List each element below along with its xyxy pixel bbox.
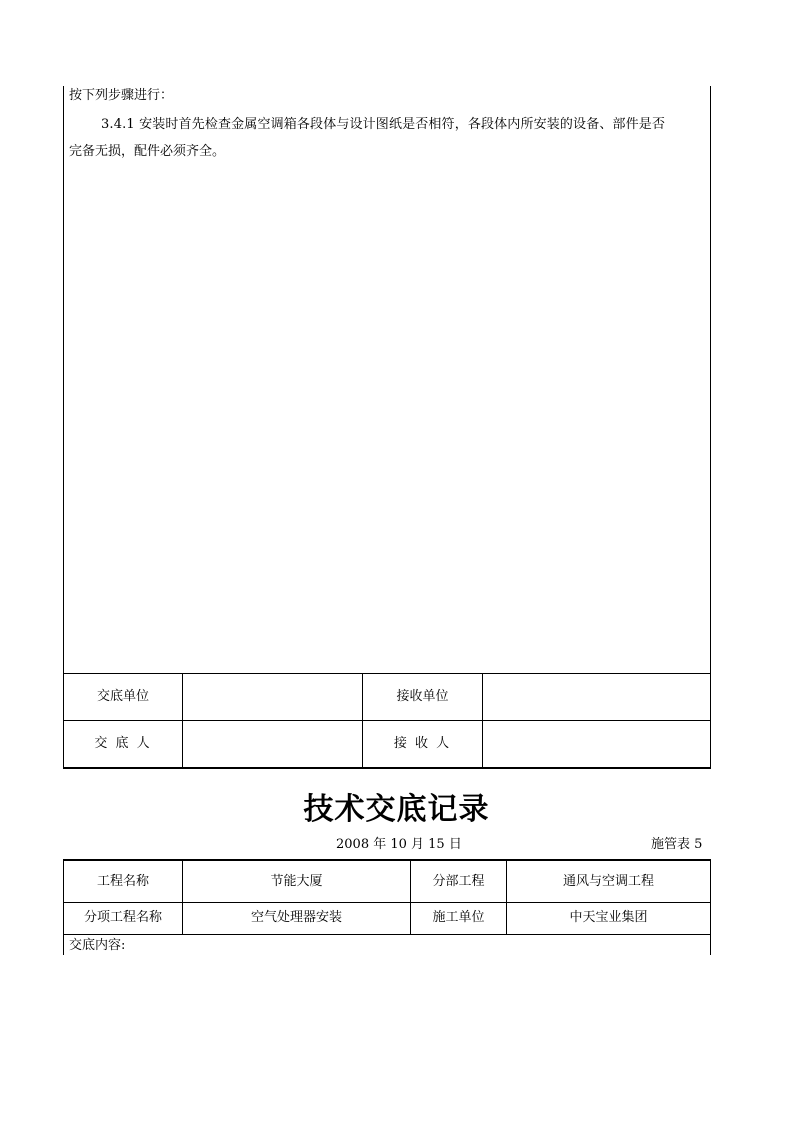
sign-col-2 [362, 673, 363, 768]
upper-left-border [63, 86, 64, 768]
page-title: 技术交底记录 [303, 792, 490, 827]
sign-table-mid [63, 720, 711, 721]
step-3-4-1-line1: 3.4.1 安装时首先检查金属空调箱各段体与设计图纸是否相符，各段体内所安装的设备、部件是否 [101, 117, 666, 132]
deliver-person-label: 交 底 人 [94, 736, 152, 751]
info-table-top [63, 859, 711, 861]
record-date: 2008 年 10 月 15 日 [336, 837, 462, 852]
upper-right-border [710, 86, 711, 768]
sign-col-3 [482, 673, 483, 768]
info-table-bottom [63, 934, 711, 935]
subitem-label: 分项工程名称 [83, 910, 162, 925]
lower-right-border [710, 859, 711, 955]
info-table-mid [63, 902, 711, 903]
procedure-intro: 按下列步骤进行： [69, 88, 174, 103]
deliver-unit-label: 交底单位 [96, 689, 149, 704]
project-name-value[interactable]: 节能大厦 [270, 874, 323, 889]
receive-person-label: 接 收 人 [393, 736, 452, 751]
contractor-label: 施工单位 [432, 910, 485, 925]
form-number: 施管表 5 [651, 837, 703, 852]
content-label: 交底内容: [69, 938, 126, 953]
division-value[interactable]: 通风与空调工程 [562, 874, 654, 889]
sign-col-1 [182, 673, 183, 768]
receive-unit-label: 接收单位 [396, 689, 449, 704]
step-3-4-1-line2: 完备无损，配件必须齐全。 [69, 144, 226, 159]
sign-table-top [63, 673, 711, 674]
subitem-value[interactable]: 空气处理器安装 [250, 910, 342, 925]
division-label: 分部工程 [432, 874, 485, 889]
sign-table-bottom [63, 767, 711, 769]
project-name-label: 工程名称 [96, 874, 149, 889]
contractor-value[interactable]: 中天宝业集团 [569, 910, 648, 925]
